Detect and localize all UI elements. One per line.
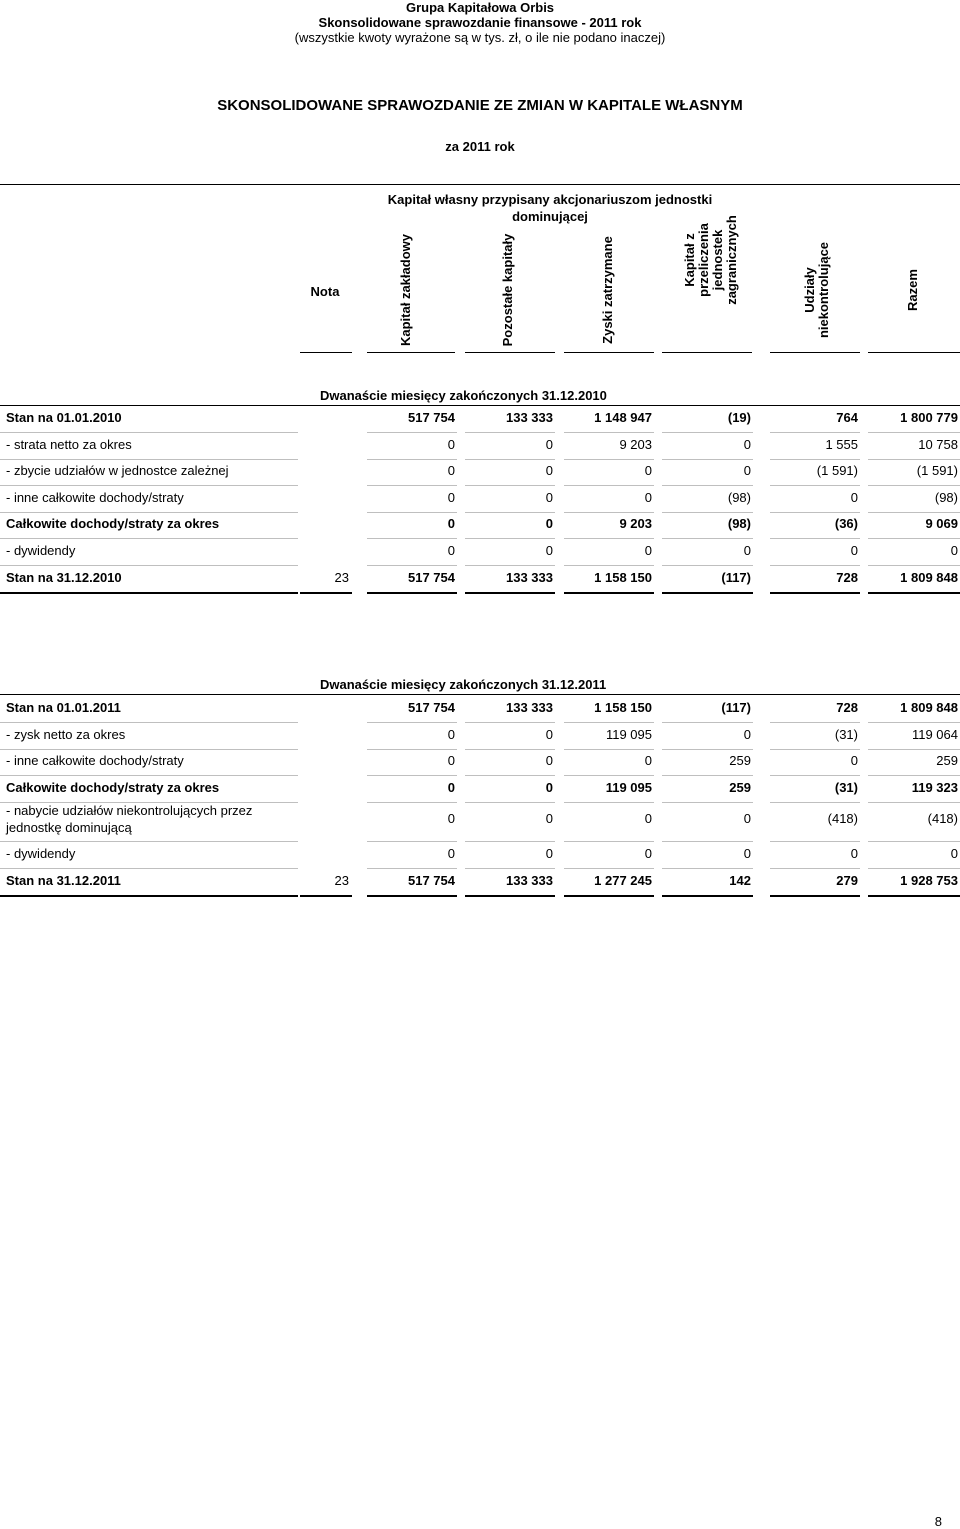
col-head-zyski-zatrzymane: Zyski zatrzymane	[600, 236, 615, 344]
col-rule-3	[564, 352, 654, 353]
header-rule	[0, 184, 960, 185]
row-value: 9 203	[619, 436, 652, 452]
row-value: 0	[743, 543, 751, 558]
row-value: 1 158 150	[594, 700, 652, 715]
page-number: 8	[934, 1514, 942, 1529]
row-value: 0	[545, 846, 553, 862]
row-value: 0	[447, 726, 455, 742]
group-header: Kapitał własny przypisany akcjonariuszom jednostki dominującej	[387, 192, 713, 224]
row-value: 0	[644, 489, 652, 505]
row-value: 517 754	[408, 410, 455, 425]
row-rule	[564, 592, 654, 594]
row-value: 9 203	[619, 516, 652, 532]
row-rule	[465, 459, 555, 460]
row-value: 142	[729, 873, 751, 888]
row-rule	[367, 592, 457, 594]
row-rule	[662, 749, 753, 750]
table-row	[0, 516, 960, 536]
row-value: 119 095	[605, 779, 652, 795]
table-row	[0, 700, 960, 720]
table-row	[0, 780, 960, 800]
row-rule	[770, 565, 860, 566]
row-rule	[367, 775, 457, 776]
row-rule	[564, 432, 654, 433]
row-value: (117)	[721, 569, 751, 585]
row-rule	[367, 868, 457, 869]
statement-title: SKONSOLIDOWANE SPRAWOZDANIE ZE ZMIAN W KAPITALE WŁASNYM	[217, 97, 743, 114]
row-value: 0	[447, 463, 455, 479]
row-rule	[564, 538, 654, 539]
row-label: Całkowite dochody/straty za okres	[6, 516, 220, 532]
row-value: 764	[836, 410, 858, 425]
row-value: 0	[644, 543, 652, 558]
row-rule	[662, 895, 753, 897]
row-rule	[564, 868, 654, 869]
row-value: 0	[447, 753, 455, 769]
row-rule	[465, 895, 555, 897]
row-rule	[564, 459, 654, 460]
row-value: (1 591)	[816, 463, 858, 479]
row-value: 0	[644, 753, 652, 769]
row-rule	[662, 868, 753, 869]
row-value: 0	[743, 436, 751, 452]
col-rule-6	[868, 352, 960, 353]
row-value: (1 591)	[916, 463, 958, 479]
row-rule	[770, 775, 860, 776]
row-note: 23	[334, 873, 349, 888]
table-row	[0, 727, 960, 747]
table-row	[0, 410, 960, 430]
row-rule	[564, 485, 654, 486]
row-rule	[0, 868, 298, 869]
row-rule	[662, 512, 753, 513]
row-value: (98)	[934, 489, 958, 505]
row-value: (36)	[834, 516, 858, 532]
row-rule	[465, 565, 555, 566]
row-rule	[564, 895, 654, 897]
row-rule	[0, 459, 298, 460]
row-rule	[465, 592, 555, 594]
row-rule	[465, 841, 555, 842]
row-value: 0	[545, 811, 553, 827]
row-rule	[868, 459, 960, 460]
units-note: (wszystkie kwoty wyrażone są w tys. zł, o ile nie podano inaczej)	[294, 30, 666, 45]
row-rule	[564, 841, 654, 842]
row-rule	[564, 749, 654, 750]
row-value: 0	[545, 489, 553, 505]
row-value: 0	[447, 543, 455, 558]
row-rule	[367, 722, 457, 723]
row-value: 517 754	[408, 569, 455, 585]
row-value: 0	[545, 753, 553, 769]
row-rule	[662, 565, 753, 566]
row-rule	[0, 841, 298, 842]
row-rule	[770, 459, 860, 460]
row-rule	[465, 512, 555, 513]
row-value: 0	[850, 543, 858, 558]
col-rule-nota	[300, 352, 352, 353]
row-value: (98)	[727, 516, 751, 532]
section-title-2010: Dwanaście miesięcy zakończonych 31.12.2010	[320, 388, 607, 403]
row-rule	[465, 775, 555, 776]
row-rule	[770, 512, 860, 513]
row-value: 0	[743, 463, 751, 479]
row-value: (31)	[834, 779, 858, 795]
row-value: 0	[447, 436, 455, 452]
row-value: 517 754	[408, 873, 455, 888]
row-rule	[770, 749, 860, 750]
table-row	[0, 846, 960, 866]
row-value: 0	[447, 779, 455, 795]
table-row	[0, 437, 960, 457]
row-rule	[868, 749, 960, 750]
row-value: 1 277 245	[594, 873, 652, 888]
row-label: - dywidendy	[6, 543, 76, 558]
row-rule	[0, 592, 298, 594]
row-rule	[662, 775, 753, 776]
table-row	[0, 802, 960, 838]
col-head-razem: Razem	[905, 269, 920, 311]
report-name: Skonsolidowane sprawozdanie finansowe - 2011 rok	[318, 15, 642, 30]
row-rule	[770, 432, 860, 433]
row-label: Całkowite dochody/straty za okres	[6, 779, 220, 795]
row-value: (31)	[834, 726, 858, 742]
row-label: Stan na 31.12.2010	[6, 569, 122, 585]
section-rule-2010	[0, 405, 960, 406]
row-rule	[662, 592, 753, 594]
row-rule	[868, 775, 960, 776]
row-rule	[564, 775, 654, 776]
row-value: (418)	[927, 811, 958, 827]
row-value: 728	[836, 700, 858, 715]
row-value: 119 095	[605, 726, 652, 742]
row-value: 1 809 848	[900, 700, 958, 715]
row-value: 0	[545, 726, 553, 742]
row-label: - inne całkowite dochody/straty	[6, 753, 184, 769]
col-head-kapital-zakladowy: Kapitał zakładowy	[398, 234, 413, 346]
row-label: - strata netto za okres	[6, 436, 132, 452]
row-label: - zbycie udziałów w jednostce zależnej	[6, 463, 229, 479]
row-value: 133 333	[506, 873, 553, 888]
row-rule	[564, 722, 654, 723]
row-rule	[868, 538, 960, 539]
row-rule	[662, 841, 753, 842]
row-value: 0	[447, 811, 455, 827]
row-rule	[367, 895, 457, 897]
table-row	[0, 543, 960, 563]
row-rule	[868, 868, 960, 869]
row-label: - inne całkowite dochody/straty	[6, 489, 184, 505]
row-rule	[868, 565, 960, 566]
row-rule	[868, 512, 960, 513]
row-value: 1 555	[825, 436, 858, 452]
row-label: - zysk netto za okres	[6, 726, 126, 742]
col-head-nota: Nota	[310, 284, 340, 299]
row-rule	[367, 459, 457, 460]
row-value: 259	[729, 753, 751, 769]
col-head-pozostale-kapitaly: Pozostałe kapitały	[500, 233, 515, 347]
row-value: 1 158 150	[594, 569, 652, 585]
col-rule-2	[465, 352, 555, 353]
row-rule	[465, 722, 555, 723]
row-rule	[662, 432, 753, 433]
row-rule	[367, 538, 457, 539]
row-value: 0	[850, 846, 858, 862]
row-rule	[367, 485, 457, 486]
row-label: - dywidendy	[6, 846, 76, 862]
row-value: 279	[836, 873, 858, 888]
page-header	[0, 0, 960, 45]
row-value: 119 323	[911, 779, 958, 795]
col-rule-4	[662, 352, 752, 353]
row-value: (19)	[727, 410, 751, 425]
row-value: 133 333	[506, 700, 553, 715]
row-rule	[868, 485, 960, 486]
row-note: 23	[334, 569, 349, 585]
row-rule	[868, 841, 960, 842]
row-rule	[868, 722, 960, 723]
row-value: 0	[447, 846, 455, 862]
section-title-2011: Dwanaście miesięcy zakończonych 31.12.2011	[320, 677, 607, 692]
company-name: Grupa Kapitałowa Orbis	[405, 0, 555, 15]
row-rule	[465, 432, 555, 433]
row-label: Stan na 01.01.2011	[6, 700, 121, 715]
col-rule-1	[367, 352, 455, 353]
row-value: 9 069	[925, 516, 958, 532]
row-rule	[465, 749, 555, 750]
row-value: 133 333	[506, 569, 553, 585]
row-rule	[0, 432, 298, 433]
row-value: 0	[950, 846, 958, 862]
row-rule	[0, 895, 298, 897]
row-rule	[662, 538, 753, 539]
row-rule	[300, 592, 352, 594]
row-rule	[0, 485, 298, 486]
row-value: 0	[950, 543, 958, 558]
row-rule	[564, 565, 654, 566]
row-rule	[662, 459, 753, 460]
row-rule	[367, 749, 457, 750]
row-value: 133 333	[506, 410, 553, 425]
row-value: 0	[644, 463, 652, 479]
row-rule	[868, 432, 960, 433]
row-label: Stan na 31.12.2011	[6, 873, 121, 888]
table-row	[0, 463, 960, 483]
row-rule	[662, 722, 753, 723]
section-rule-2011	[0, 694, 960, 695]
row-value: 0	[743, 726, 751, 742]
row-value: 0	[743, 846, 751, 862]
row-value: 0	[644, 846, 652, 862]
row-rule	[367, 512, 457, 513]
row-value: 0	[447, 489, 455, 505]
row-value: 259	[729, 779, 751, 795]
row-rule	[367, 432, 457, 433]
row-rule	[0, 749, 298, 750]
row-rule	[0, 512, 298, 513]
col-head-udzialy-niekontrolujace: Udziały niekontrolujące	[802, 241, 831, 339]
row-label: Stan na 01.01.2010	[6, 410, 122, 425]
col-head-kapital-przeliczenia: Kapitał z przeliczenia jednostek zagranicznych	[682, 215, 739, 305]
row-value: 0	[743, 811, 751, 827]
row-rule	[770, 592, 860, 594]
table-row	[0, 490, 960, 510]
table-row	[0, 873, 960, 893]
row-rule	[465, 538, 555, 539]
row-rule	[564, 512, 654, 513]
row-rule	[300, 895, 352, 897]
row-rule	[0, 775, 298, 776]
row-rule	[367, 565, 457, 566]
row-label: - nabycie udziałów niekontrolujących przez jednostkę dominującą	[6, 803, 253, 836]
row-value: 1 800 779	[900, 410, 958, 425]
row-value: 1 809 848	[900, 569, 958, 585]
row-value: 0	[545, 543, 553, 558]
row-value: 0	[545, 436, 553, 452]
row-rule	[0, 722, 298, 723]
row-value: 0	[850, 753, 858, 769]
row-value: 0	[850, 489, 858, 505]
row-value: 517 754	[408, 700, 455, 715]
row-value: 0	[644, 811, 652, 827]
row-rule	[868, 592, 960, 594]
row-value: (418)	[827, 811, 858, 827]
row-rule	[770, 722, 860, 723]
row-rule	[0, 538, 298, 539]
row-value: 0	[545, 779, 553, 795]
col-rule-5	[770, 352, 860, 353]
row-value: 259	[936, 753, 958, 769]
row-rule	[770, 841, 860, 842]
row-value: 1 148 947	[594, 410, 652, 425]
row-rule	[465, 868, 555, 869]
row-value: 1 928 753	[900, 873, 958, 888]
row-rule	[770, 868, 860, 869]
row-value: (98)	[727, 489, 751, 505]
row-value: 119 064	[911, 726, 958, 742]
row-value: (117)	[721, 700, 751, 715]
row-rule	[0, 565, 298, 566]
row-value: 0	[545, 463, 553, 479]
row-rule	[770, 538, 860, 539]
table-row	[0, 753, 960, 773]
row-rule	[465, 485, 555, 486]
row-rule	[770, 895, 860, 897]
row-value: 0	[545, 516, 553, 532]
row-rule	[868, 895, 960, 897]
row-rule	[662, 485, 753, 486]
row-rule	[770, 485, 860, 486]
table-row	[0, 570, 960, 590]
statement-period: za 2011 rok	[445, 139, 515, 154]
row-rule	[367, 841, 457, 842]
row-value: 0	[447, 516, 455, 532]
row-value: 10 758	[918, 436, 958, 452]
row-value: 728	[836, 569, 858, 585]
